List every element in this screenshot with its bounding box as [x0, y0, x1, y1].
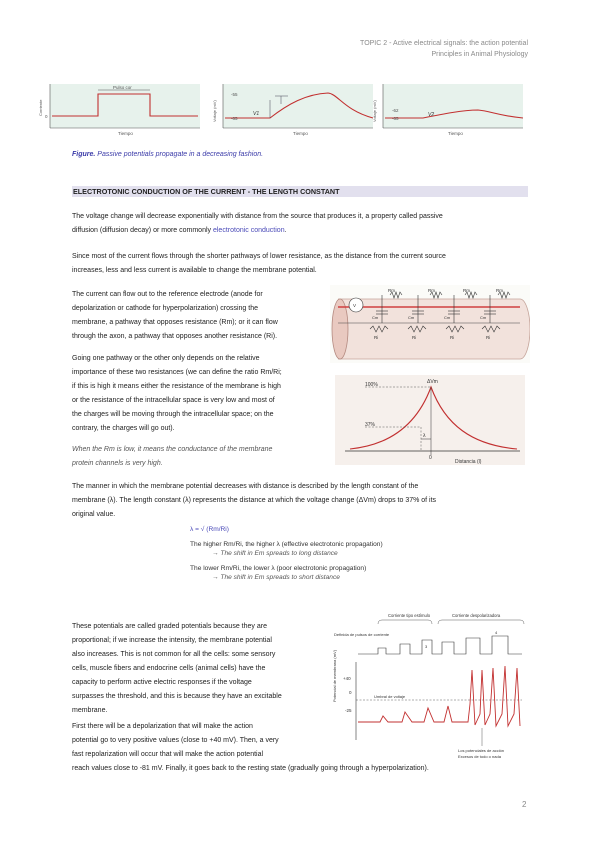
text-line: the charges will be moving through the intracellular space; on the — [72, 411, 274, 418]
dvm-label: ΔVm — [427, 379, 438, 385]
text-line: importance of these two resistances (we can define the ratio Rm/Ri; — [72, 369, 282, 376]
label-rm: Rm — [428, 288, 435, 293]
label-rm: Rm — [463, 288, 470, 293]
label-ri: Ri — [374, 335, 379, 340]
zero-label: 0 — [45, 114, 48, 119]
label-cm: Cm — [444, 315, 451, 320]
paragraph-action-potential — [72, 720, 532, 776]
text-line: original value. — [72, 511, 116, 518]
label-cm: Cm — [408, 315, 415, 320]
threshold-label: Umbral de voltaje — [374, 694, 406, 699]
panel2-xlabel: Tiempo — [293, 131, 308, 136]
label-rm: Rm — [496, 288, 503, 293]
note-all-or-none: Excesos de todo o nada — [458, 754, 501, 759]
text-line: diffusion (diffusion decay) or more commonly electrotonic conduction. — [72, 227, 287, 234]
lambda-label: λ — [423, 433, 426, 439]
pulse-label: Definida de pulsos de corriente — [334, 632, 390, 637]
panel3-ylabel: Voltaje (mV) — [372, 100, 377, 122]
tick-minus25: -25 — [345, 708, 352, 713]
label-ri: Ri — [450, 335, 455, 340]
zero-label: 0 — [429, 455, 432, 461]
text-line: if this is high it means either the resistance of the membrane is high — [72, 383, 281, 390]
axon-end — [332, 299, 348, 359]
formula-lower: The lower Rm/Ri, the lower λ (poor electrotonic propagation) — [190, 565, 367, 572]
paragraph-resistance-ratio — [72, 352, 327, 436]
pct37-label: 37% — [365, 422, 376, 428]
panel1-xlabel: Tiempo — [118, 131, 133, 136]
caption-label: Figure. — [72, 151, 96, 158]
text-line: The manner in which the membrane potential decreases with distance is described by the length constant of the — [72, 483, 419, 490]
voltage-panel-far — [372, 84, 523, 136]
formula-block — [190, 525, 450, 582]
running-header — [360, 38, 528, 60]
text-line: When the Rm is low, it means the conductance of the membrane — [72, 446, 273, 453]
electrotonic-link[interactable]: electrotonic conduction — [212, 227, 285, 234]
text-line: The current can flow out to the reference electrode (anode for — [72, 291, 263, 298]
tick-top: -55 — [231, 92, 238, 97]
text-line: capacity to perform active electric responses if the voltage — [72, 679, 252, 686]
passive-potentials-figure — [38, 80, 530, 140]
text-line: membrane. — [72, 707, 108, 714]
text-line: The voltage change will decrease exponentially with distance from the source that produces it, a property called passive — [72, 213, 443, 220]
stim-label: Corriente tipo estímulo — [388, 613, 431, 618]
header-course: Principles in Animal Physiology — [431, 51, 528, 58]
paragraph-current-pathways — [72, 288, 322, 344]
text-line: or the resistance of the intracellular space is very low and most of — [72, 397, 275, 404]
tick-bottom: -65 — [392, 116, 399, 121]
header-topic: TOPIC 2 - Active electrical signals: the action potential — [360, 40, 528, 47]
depol-label: Corriente despolarizadora — [452, 613, 501, 618]
svg-text:3: 3 — [425, 644, 428, 649]
text-line: reach values close to -81 mV. Finally, it goes back to the resting state (gradually going through a hyperpolarization). — [72, 765, 429, 772]
tick-plus40: +40 — [343, 676, 351, 681]
text-line: protein channels is very high. — [72, 460, 163, 467]
panel-bg — [50, 84, 200, 128]
panel1-ylabel: Corriente — [38, 99, 43, 116]
text-line: First there will be a depolarization that will make the action — [72, 723, 253, 730]
note-action: Los potenciales de acción — [458, 748, 505, 753]
text-line: also increases. This is not common for all the cells: some sensory — [72, 651, 276, 658]
text-line: cells, muscle fibers and endocrine cells (animal cells) have the — [72, 665, 266, 672]
label-cm: Cm — [480, 315, 487, 320]
label-cm: Cm — [372, 315, 379, 320]
text-line: Going one pathway or the other only depends on the relative — [72, 355, 260, 362]
panel3-xlabel: Tiempo — [448, 131, 463, 136]
paragraph-distance — [72, 250, 532, 278]
pulse-label: Pulso cor — [113, 85, 132, 90]
svg-text:V: V — [353, 303, 357, 308]
formula-higher: The higher Rm/Ri, the higher λ (effective electrotonic propagation) — [190, 541, 383, 548]
axon-tube — [338, 299, 530, 359]
text-line: contrary, the charges will go out). — [72, 425, 175, 432]
label-rm: Rm — [388, 288, 395, 293]
tick-bottom: -65 — [231, 116, 238, 121]
paragraph-length-constant — [72, 480, 532, 522]
text-line: surpasses the threshold, and this is because they have an excitable — [72, 693, 282, 700]
label-ri: Ri — [486, 335, 491, 340]
caption-text: Passive potentials propagate in a decreasing fashion. — [95, 151, 264, 158]
formula-lower-note: → The shift in Em spreads to short distance — [212, 574, 340, 581]
text-line: membrane, a pathway that opposes resistance (Rm); or it can flow — [72, 319, 278, 326]
page-number: 2 — [522, 800, 527, 809]
figure-caption — [72, 151, 263, 158]
v2-label: V2 — [428, 112, 435, 118]
paragraph-graded-potentials — [72, 620, 332, 718]
text-line: proportional; if we increase the intensity, the membrane potential — [72, 637, 272, 644]
v1-label: V1 — [253, 111, 260, 117]
graded-ylabel: Potencial de membrana (mV) — [332, 649, 337, 702]
text-line: membrane (λ). The length constant (λ) represents the distance at which the voltage change (ΔVm) drops to 37% of its — [72, 497, 437, 504]
axon-circuit-figure — [330, 285, 530, 363]
paragraph-electrotonic — [72, 210, 532, 238]
pct100-label: 100% — [365, 382, 378, 388]
formula-higher-note: → The shift in Em spreads to long distance — [212, 550, 338, 557]
text-line: These potentials are called graded potentials because they are — [72, 623, 267, 630]
text-line: depolarization or cathode for hyperpolarization) crossing the — [72, 305, 258, 312]
tick-zero: 0 — [349, 690, 352, 695]
length-constant-figure — [335, 375, 525, 465]
panel2-ylabel: Voltaje (mV) — [212, 100, 217, 122]
label-ri: Ri — [412, 335, 417, 340]
paragraph-conductance-note — [72, 443, 327, 471]
text-line: potential go to very positive values (close to +40 mV). Then, a very — [72, 737, 279, 744]
tick-top: -62 — [392, 108, 399, 113]
text-line: fast repolarization will occur that will make the action potential — [72, 751, 264, 758]
lambda-formula: λ = √ (Rm/Ri) — [190, 526, 229, 533]
current-pulse-panel — [38, 84, 200, 136]
text-line: Since most of the current flows through the shorter pathways of lower resistance, as the distance from the current source — [72, 253, 446, 260]
distance-label: Distancia (l) — [455, 459, 482, 465]
svg-text:4: 4 — [495, 630, 498, 635]
section-heading: ELECTROTONIC CONDUCTION OF THE CURRENT - THE LENGTH CONSTANT — [72, 186, 528, 197]
text-line: through the axon, a pathway that opposes another resistance (Ri). — [72, 333, 278, 340]
voltage-panel-near — [212, 84, 373, 136]
text-line: increases, less and less current is available to change the membrane potential. — [72, 267, 317, 274]
